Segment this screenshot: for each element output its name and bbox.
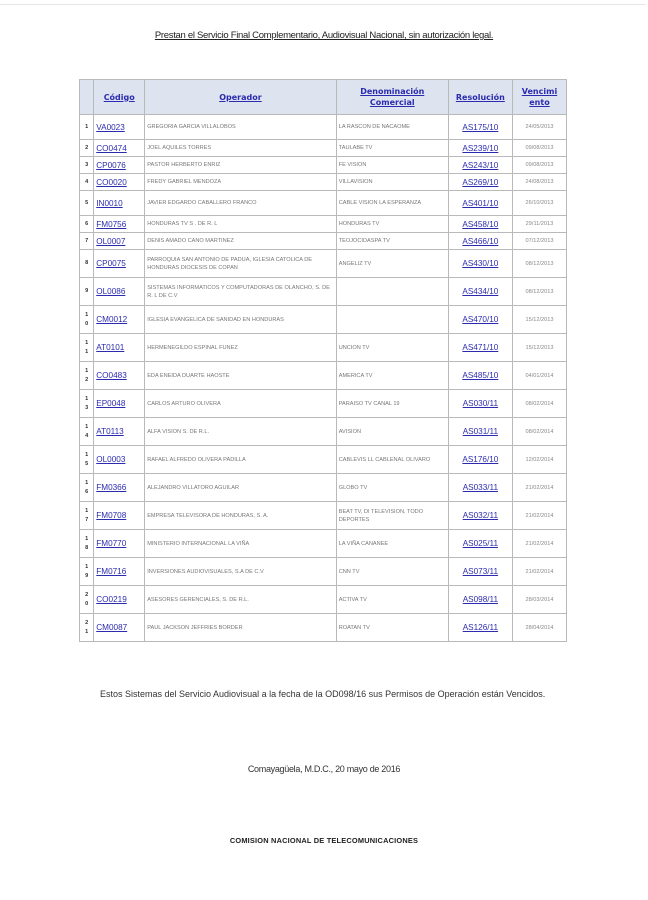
- codigo-cell[interactable]: [94, 250, 145, 278]
- table-row: [80, 586, 567, 614]
- table-row: [80, 530, 567, 558]
- codigo-cell-link[interactable]: OL0007: [96, 236, 126, 246]
- operador-cell: EDA ENEIDA DUARTE HAOSTE: [145, 362, 337, 390]
- codigo-cell[interactable]: [94, 362, 145, 390]
- table-row: [80, 418, 567, 446]
- operador-cell: MINISTERIO INTERNACIONAL LA VIÑA: [145, 530, 337, 558]
- table-row: [80, 334, 567, 362]
- codigo-cell-link[interactable]: CO0474: [96, 143, 127, 153]
- table-row: [80, 446, 567, 474]
- operador-cell: RAFAEL ALFREDO OLIVERA PADILLA: [145, 446, 337, 474]
- row-number: 5: [80, 191, 94, 216]
- resolucion-cell[interactable]: [448, 502, 512, 530]
- vencimiento-cell: 08/12/2013: [512, 250, 566, 278]
- header-vencimiento[interactable]: Vencimi ento: [512, 80, 566, 115]
- vencimiento-cell: 12/02/2014: [512, 446, 566, 474]
- operador-cell: ALEJANDRO VILLATORO AGUILAR: [145, 474, 337, 502]
- codigo-cell[interactable]: [94, 334, 145, 362]
- table-row: [80, 502, 567, 530]
- codigo-cell-link[interactable]: VA0023: [96, 122, 125, 132]
- resolucion-cell-link[interactable]: AS073/11: [462, 567, 499, 576]
- vencimiento-cell: 28/04/2014: [512, 614, 566, 642]
- vencimiento-cell: 29/11/2013: [512, 216, 566, 233]
- denominacion-cell: LA VIÑA CANANEE: [336, 530, 448, 558]
- operador-cell: CARLOS ARTURO OLIVERA: [145, 390, 337, 418]
- resolucion-cell-link[interactable]: AS030/11: [462, 399, 499, 408]
- codigo-cell[interactable]: [94, 216, 145, 233]
- codigo-cell[interactable]: [94, 390, 145, 418]
- resolucion-cell-link[interactable]: AS239/10: [462, 143, 499, 153]
- denominacion-cell: CABLEVIS LL CABLENAL OLIVARO: [336, 446, 448, 474]
- codigo-cell[interactable]: [94, 191, 145, 216]
- codigo-cell[interactable]: [94, 418, 145, 446]
- row-number: 4: [80, 174, 94, 191]
- resolucion-cell-link[interactable]: AS033/11: [462, 483, 499, 492]
- row-number: 1: [80, 115, 94, 140]
- vencimiento-cell: 04/01/2014: [512, 362, 566, 390]
- vencimiento-cell: 21/02/2014: [512, 474, 566, 502]
- operador-cell: EMPRESA TELEVISORA DE HONDURAS, S. A.: [145, 502, 337, 530]
- resolucion-cell[interactable]: [448, 157, 512, 174]
- table-row: [80, 250, 567, 278]
- resolucion-cell-link[interactable]: AS466/10: [462, 236, 499, 246]
- resolucion-cell[interactable]: [448, 530, 512, 558]
- codigo-cell[interactable]: [94, 306, 145, 334]
- operador-cell: HONDURAS TV S . DE R. L: [145, 216, 337, 233]
- row-number: 1 2: [80, 362, 94, 390]
- denominacion-cell: TEOJOCIDASPA TV: [336, 233, 448, 250]
- codigo-cell[interactable]: [94, 586, 145, 614]
- denominacion-cell: HONDURAS TV: [336, 216, 448, 233]
- resolucion-cell-link[interactable]: AS471/10: [462, 343, 499, 352]
- vencimiento-cell: 28/03/2014: [512, 586, 566, 614]
- table-row: [80, 140, 567, 157]
- header-codigo[interactable]: Código: [94, 80, 145, 115]
- resolucion-cell[interactable]: [448, 362, 512, 390]
- vencimiento-cell: 24/05/2013: [512, 115, 566, 140]
- row-number: 1 8: [80, 530, 94, 558]
- resolucion-cell[interactable]: [448, 334, 512, 362]
- row-number: 9: [80, 278, 94, 306]
- denominacion-cell: [336, 278, 448, 306]
- resolucion-cell-link[interactable]: AS470/10: [462, 315, 499, 324]
- resolucion-cell[interactable]: [448, 614, 512, 642]
- codigo-cell[interactable]: [94, 446, 145, 474]
- resolucion-cell[interactable]: [448, 278, 512, 306]
- resolucion-cell[interactable]: [448, 586, 512, 614]
- row-number: 3: [80, 157, 94, 174]
- denominacion-cell: VILLAVISION: [336, 174, 448, 191]
- operador-cell: PARROQUIA SAN ANTONIO DE PADUA, IGLESIA CATOLICA DE HONDURAS DIOCESIS DE COPAN: [145, 250, 337, 278]
- operador-cell: INVERSIONES AUDIOVISUALES, S.A DE C.V: [145, 558, 337, 586]
- table-row: [80, 390, 567, 418]
- codigo-cell-link[interactable]: IN0010: [96, 198, 123, 208]
- header-denominacion[interactable]: Denominación Comercial: [336, 80, 448, 115]
- codigo-cell-link[interactable]: FM0756: [96, 219, 127, 229]
- table-row: [80, 115, 567, 140]
- table-row: [80, 614, 567, 642]
- denominacion-cell: [336, 306, 448, 334]
- codigo-cell-link[interactable]: CP0076: [96, 160, 126, 170]
- row-number: 1 1: [80, 334, 94, 362]
- resolucion-cell-link[interactable]: AS401/10: [462, 198, 499, 208]
- operador-cell: IGLESIA EVANGELICA DE SANIDAD EN HONDURAS: [145, 306, 337, 334]
- codigo-cell-link[interactable]: FM0716: [96, 567, 127, 576]
- resolucion-cell[interactable]: [448, 558, 512, 586]
- resolucion-cell[interactable]: [448, 390, 512, 418]
- operador-cell: HERMENEGILDO ESPINAL FUNEZ: [145, 334, 337, 362]
- operador-cell: PAUL JACKSON JEFFRIES BORDER: [145, 614, 337, 642]
- codigo-cell-link[interactable]: AT0101: [96, 343, 125, 352]
- document-heading: Prestan el Servicio Final Complementario, Audiovisual Nacional, sin autorización legal.: [154, 30, 494, 41]
- row-number: 1 4: [80, 418, 94, 446]
- vencimiento-cell: 15/12/2013: [512, 334, 566, 362]
- resolucion-cell-link[interactable]: AS269/10: [462, 177, 499, 187]
- row-number: 1 5: [80, 446, 94, 474]
- vencimiento-cell: 07/12/2013: [512, 233, 566, 250]
- resolucion-cell[interactable]: [448, 216, 512, 233]
- denominacion-cell: BEAT TV, DI TELEVISION, TODO DEPORTES: [336, 502, 448, 530]
- vencimiento-cell: 21/02/2014: [512, 530, 566, 558]
- codigo-cell-link[interactable]: CO0020: [96, 177, 127, 187]
- resolucion-cell-link[interactable]: AS176/10: [462, 455, 499, 464]
- denominacion-cell: FE VISION: [336, 157, 448, 174]
- denominacion-cell: ANGELIZ TV: [336, 250, 448, 278]
- row-number: 2 1: [80, 614, 94, 642]
- vencimiento-cell: 08/12/2013: [512, 278, 566, 306]
- codigo-cell-link[interactable]: OL0086: [96, 287, 126, 296]
- page-edge: [0, 0, 646, 5]
- codigo-cell[interactable]: [94, 614, 145, 642]
- denominacion-cell: AVISION: [336, 418, 448, 446]
- resolucion-cell-link[interactable]: AS098/11: [462, 595, 499, 604]
- codigo-cell-link[interactable]: FM0708: [96, 511, 127, 520]
- row-number: 8: [80, 250, 94, 278]
- organization-name: COMISION NACIONAL DE TELECOMUNICACIONES: [229, 836, 419, 845]
- denominacion-cell: CNN TV: [336, 558, 448, 586]
- resolucion-cell-link[interactable]: AS126/11: [462, 623, 499, 632]
- vencimiento-cell: 26/10/2013: [512, 191, 566, 216]
- vencimiento-cell: 21/02/2014: [512, 502, 566, 530]
- header-resolucion[interactable]: Resolución: [448, 80, 512, 115]
- codigo-cell[interactable]: [94, 502, 145, 530]
- codigo-cell-link[interactable]: CO0219: [96, 595, 127, 604]
- vencimiento-cell: 08/02/2014: [512, 418, 566, 446]
- table-header-row: [80, 80, 567, 115]
- row-number: 1 9: [80, 558, 94, 586]
- operador-cell: DENIS AMADO CANO MARTINEZ: [145, 233, 337, 250]
- denominacion-cell: TAULABE TV: [336, 140, 448, 157]
- denominacion-cell: ACTIVA TV: [336, 586, 448, 614]
- row-number: 1 7: [80, 502, 94, 530]
- codigo-cell[interactable]: [94, 530, 145, 558]
- table-row: [80, 558, 567, 586]
- operador-cell: FREDY GABRIEL MENDOZA: [145, 174, 337, 191]
- row-number: 1 3: [80, 390, 94, 418]
- table-row: [80, 174, 567, 191]
- header-index: [80, 80, 94, 115]
- vencimiento-cell: 15/12/2013: [512, 306, 566, 334]
- resolucion-cell[interactable]: [448, 250, 512, 278]
- resolucion-cell-link[interactable]: AS032/11: [462, 511, 499, 520]
- resolucion-cell[interactable]: [448, 233, 512, 250]
- row-number: 7: [80, 233, 94, 250]
- codigo-cell[interactable]: [94, 278, 145, 306]
- codigo-cell-link[interactable]: CO0483: [96, 371, 127, 380]
- codigo-cell-link[interactable]: CM0012: [96, 315, 128, 324]
- resolucion-cell[interactable]: [448, 191, 512, 216]
- row-number: 2: [80, 140, 94, 157]
- codigo-cell-link[interactable]: FM0366: [96, 483, 127, 492]
- codigo-cell-link[interactable]: EP0048: [96, 399, 126, 408]
- resolucion-cell-link[interactable]: AS434/10: [462, 287, 499, 296]
- operador-cell: ALFA VISION S. DE R.L.: [145, 418, 337, 446]
- codigo-cell[interactable]: [94, 558, 145, 586]
- codigo-cell-link[interactable]: CP0075: [96, 259, 126, 268]
- resolucion-cell[interactable]: [448, 446, 512, 474]
- vencimiento-cell: 09/08/2013: [512, 157, 566, 174]
- resolucion-cell[interactable]: [448, 306, 512, 334]
- codigo-cell[interactable]: [94, 115, 145, 140]
- denominacion-cell: CABLE VISION LA ESPERANZA: [336, 191, 448, 216]
- vencimiento-cell: 21/02/2014: [512, 558, 566, 586]
- row-number: 6: [80, 216, 94, 233]
- table-row: [80, 191, 567, 216]
- table-row: [80, 474, 567, 502]
- operador-cell: GREGORIA GARCIA VILLALOBOS: [145, 115, 337, 140]
- codigo-cell[interactable]: [94, 140, 145, 157]
- codigo-cell-link[interactable]: AT0113: [96, 427, 124, 436]
- denominacion-cell: UNCION TV: [336, 334, 448, 362]
- codigo-cell[interactable]: [94, 174, 145, 191]
- operador-cell: JOEL AQUILES TORRES: [145, 140, 337, 157]
- resolucion-cell-link[interactable]: AS243/10: [462, 160, 499, 170]
- resolucion-cell-link[interactable]: AS458/10: [462, 219, 499, 229]
- operador-cell: SISTEMAS INFORMATICOS Y COMPUTADORAS DE OLANCHO, S. DE R. L DE C.V: [145, 278, 337, 306]
- vencimiento-cell: 08/02/2014: [512, 390, 566, 418]
- resolucion-cell[interactable]: [448, 140, 512, 157]
- codigo-cell[interactable]: [94, 157, 145, 174]
- table-row: [80, 233, 567, 250]
- row-number: 2 0: [80, 586, 94, 614]
- resolucion-cell[interactable]: [448, 418, 512, 446]
- operador-cell: ASESORES GERENCIALES, S. DE R.L.: [145, 586, 337, 614]
- codigo-cell[interactable]: [94, 233, 145, 250]
- denominacion-cell: LA RASCON DE NACAOME: [336, 115, 448, 140]
- vencimiento-cell: 09/08/2013: [512, 140, 566, 157]
- resolucion-cell-link[interactable]: AS175/10: [462, 122, 499, 132]
- resolucion-cell[interactable]: [448, 174, 512, 191]
- expiry-note: Estos Sistemas del Servicio Audiovisual a la fecha de la OD098/16 sus Permisos de Operación están Vencidos.: [100, 689, 546, 699]
- resolucion-cell-link[interactable]: AS031/11: [462, 427, 499, 436]
- operators-table: [79, 79, 567, 642]
- denominacion-cell: PARAISO TV CANAL 19: [336, 390, 448, 418]
- table-row: [80, 278, 567, 306]
- row-number: 1 0: [80, 306, 94, 334]
- operador-cell: PASTOR HERBERTO ENRIZ: [145, 157, 337, 174]
- codigo-cell[interactable]: [94, 474, 145, 502]
- table-row: [80, 216, 567, 233]
- codigo-cell-link[interactable]: CM0087: [96, 623, 128, 632]
- resolucion-cell-link[interactable]: AS430/10: [462, 259, 499, 268]
- denominacion-cell: AMERICA TV: [336, 362, 448, 390]
- denominacion-cell: GLOBO TV: [336, 474, 448, 502]
- header-operador[interactable]: Operador: [145, 80, 337, 115]
- table-row: [80, 362, 567, 390]
- resolucion-cell[interactable]: [448, 115, 512, 140]
- place-date: Comayagüela, M.D.C., 20 mayo de 2016: [247, 764, 401, 774]
- table-row: [80, 157, 567, 174]
- resolucion-cell-link[interactable]: AS025/11: [462, 539, 499, 548]
- denominacion-cell: ROATAN TV: [336, 614, 448, 642]
- vencimiento-cell: 24/08/2013: [512, 174, 566, 191]
- resolucion-cell[interactable]: [448, 474, 512, 502]
- resolucion-cell-link[interactable]: AS485/10: [462, 371, 499, 380]
- codigo-cell-link[interactable]: OL0003: [96, 455, 126, 464]
- row-number: 1 6: [80, 474, 94, 502]
- table-row: [80, 306, 567, 334]
- codigo-cell-link[interactable]: FM0770: [96, 539, 127, 548]
- operador-cell: JAVIER EDGARDO CABALLERO FRANCO: [145, 191, 337, 216]
